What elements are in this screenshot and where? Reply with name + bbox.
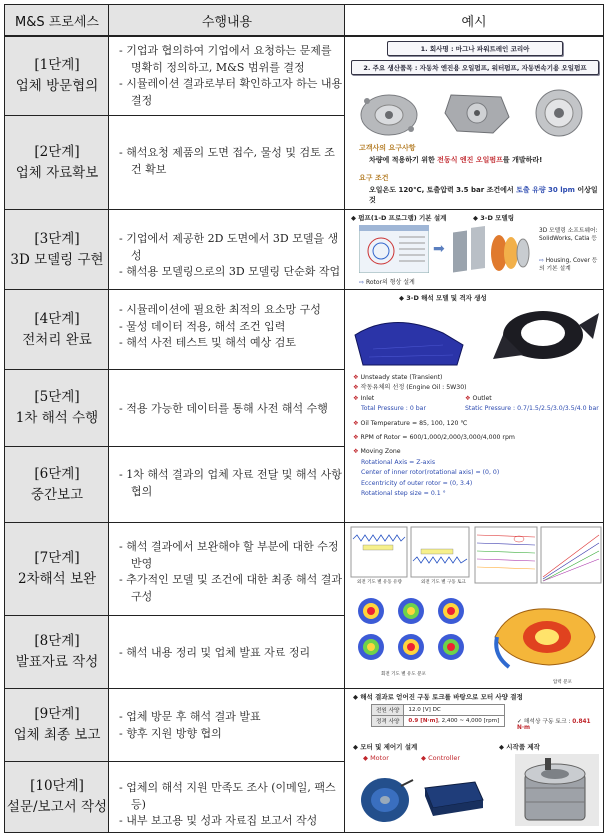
cond-moving-zone: ❖ Moving Zone bbox=[353, 448, 401, 456]
cond-axis: Rotational Axis = Z-axis bbox=[361, 458, 436, 466]
pump-design-title: ◆ 펌프(1-D 프로그램) 기본 설계 bbox=[351, 214, 447, 222]
cond-step: Rotational step size = 0.1 ° bbox=[361, 490, 446, 498]
stage-4: [4단계] 전처리 완료 bbox=[22, 310, 92, 348]
spec-rated-value: 0.9 [N·m], 2,400 ~ 4,000 [rpm] bbox=[404, 716, 505, 727]
spec-power-value: 12.0 [V] DC bbox=[404, 705, 505, 716]
contour-2 bbox=[398, 598, 424, 624]
tasks-stage-9: - 업체 방문 후 해석 결과 발표 - 향후 지원 방향 협의 bbox=[119, 710, 261, 740]
rpm-curves-chart bbox=[541, 527, 601, 583]
stage-8: [8단계] 발표자료 작성 bbox=[15, 633, 99, 670]
prototype-title: ◆ 시작품 제작 bbox=[499, 743, 540, 751]
mesh-images bbox=[353, 305, 603, 367]
requirement-title: 고객사의 요구사항 bbox=[359, 144, 416, 152]
tasks-stage-5: - 적용 가능한 데이터를 통해 사전 해석 수행 bbox=[119, 402, 328, 415]
header-example: 예시 bbox=[461, 14, 487, 30]
cond-unsteady: ❖ Unsteady state (Transient) bbox=[353, 374, 443, 381]
software-note: 3D 모델링 소프트웨어: SolidWorks, Catia 등 bbox=[539, 228, 598, 242]
mesh-title: ◆ 3-D 해석 모델 및 격자 생성 bbox=[399, 294, 487, 302]
controller-image bbox=[425, 782, 483, 816]
pressure-curves-chart bbox=[475, 527, 537, 583]
flow-label: 외전 기도 별 유동 유량 bbox=[357, 580, 402, 585]
water-pump-photo bbox=[445, 95, 509, 133]
example-conditions bbox=[353, 373, 605, 521]
oil-pump-photo-2 bbox=[536, 90, 582, 136]
stage-3: [3단계] 3D 모델링 구현 bbox=[10, 230, 104, 268]
stage-2: [2단계] 업체 자료확보 bbox=[15, 143, 99, 181]
arrow-icon: ➡ bbox=[433, 241, 445, 257]
contour-6 bbox=[438, 634, 464, 660]
tasks-stage-4: - 시뮬레이션에 필요한 최적의 요소망 구성 - 물성 데이터 적용, 해석 조건 입력 - 해석 사전 테스트 및 해석 예상 검토 bbox=[119, 303, 321, 349]
motor-spec-title: ◆ 해석 결과로 얻어진 구동 토크를 바탕으로 모터 사양 결정 bbox=[353, 693, 523, 701]
products-box: 2. 주요 생산품목 : 자동차 엔진용 오일펌프, 워터펌프, 자동변속기용 오일펌프 bbox=[351, 60, 599, 75]
tasks-stage-10: - 업체의 해석 지원 만족도 조사 (이메일, 팩스 등) - 내부 보고용 및 성과 자료집 보고서 작성 bbox=[119, 781, 336, 827]
spec-rated-key: 정격 사양 bbox=[372, 716, 404, 727]
contour-label: 회전 기도 별 유도 분포 bbox=[381, 672, 426, 677]
stage-1: [1단계] 업체 방문협의 bbox=[15, 56, 99, 94]
rotor-design-label: ⇨ Rotor의 형상 설계 bbox=[359, 279, 415, 286]
prototype-photo bbox=[515, 754, 599, 826]
motor-image bbox=[361, 778, 413, 822]
cond-rpm: ❖ RPM of Rotor = 600/1,000/2,000/3,000/4,000 rpm bbox=[353, 434, 515, 442]
contour-5 bbox=[398, 634, 424, 660]
spec-power-key: 전원 사양 bbox=[372, 705, 404, 716]
cond-fluid: ❖ 작동유체의 선정 (Engine Oil : 5W30) bbox=[353, 384, 467, 392]
client-name-box: 1. 회사명 : 마그나 파워트레인 코리아 bbox=[387, 41, 563, 56]
cond-eccentricity: Eccentricity of outer rotor = (0, 3.4) bbox=[361, 479, 473, 487]
example-results bbox=[349, 525, 601, 687]
contour-4 bbox=[358, 634, 384, 660]
example-client bbox=[349, 41, 601, 207]
stage-10: [10단계] 설문/보고서 작성 bbox=[6, 778, 108, 815]
stage-7: [7단계] 2차해석 보완 bbox=[17, 550, 97, 587]
tasks-stage-6: - 1차 해석 결과의 업체 자료 전달 및 해석 사항 협의 bbox=[119, 468, 342, 498]
cond-inlet-outlet: ❖ Inlet ❖ Outlet bbox=[353, 394, 492, 402]
exploded-model-image bbox=[449, 225, 537, 283]
pressure-label: 압력 분포 bbox=[553, 680, 572, 685]
oil-pump-photo-1 bbox=[361, 95, 417, 135]
condition-text: 오일온도 120℃, 토출압력 3.5 bar 조건에서 토출 유량 30 lpm 이상일 것 bbox=[369, 186, 598, 204]
mesh-model-blue bbox=[355, 322, 463, 365]
contour-1 bbox=[358, 598, 384, 624]
housing-note: ⇨ Housing, Cover 등의 기본 설계 bbox=[539, 258, 598, 272]
stage-6: [6단계] 중간보고 bbox=[30, 465, 84, 503]
cond-pressures: Total Pressure : 0 bar Static Pressure : 0.7/1.5/2.5/3.0/3.5/4.0 bar bbox=[361, 405, 599, 413]
torque-chart bbox=[411, 527, 469, 577]
requirement-text: 차량에 적용하기 위한 전동식 엔진 오일펌프를 개발하라! bbox=[369, 156, 543, 164]
pump-program-screenshot bbox=[359, 225, 429, 273]
contour-3 bbox=[438, 598, 464, 624]
header-tasks: 수행내용 bbox=[109, 5, 345, 35]
motor-spec-table bbox=[371, 704, 505, 727]
condition-title: 요구 조건 bbox=[359, 174, 389, 182]
torque-note: ✓ 해석상 구동 토크 : 0.841 N·m bbox=[517, 719, 591, 731]
tasks-stage-2: - 해석요청 제품의 도면 접수, 물성 및 검토 조건 확보 bbox=[119, 146, 335, 176]
process-table bbox=[4, 4, 604, 833]
pressure-distribution-image bbox=[489, 597, 601, 677]
tasks-stage-3: - 기업에서 제공한 2D 도면에서 3D 모델을 생성 - 해석용 모델링으로의 3D 모델링 단순화 작업 bbox=[119, 232, 341, 278]
mesh-model-dark bbox=[493, 311, 599, 359]
cond-center: Center of inner rotor(rotational axis) = (0, 0) bbox=[361, 469, 500, 477]
tasks-stage-1: - 기업과 협의하여 기업에서 요청하는 문제를 명확히 정의하고, M&S 범위를 결정 - 시뮬레이션 결과로부터 확인하고자 하는 내용 결정 bbox=[119, 44, 343, 107]
motor-controller-image bbox=[355, 766, 485, 828]
example-motor bbox=[349, 692, 601, 830]
tasks-stage-7: - 해석 결과에서 보완해야 할 부분에 대한 수정 반영 - 추가적인 모델 및 조건에 대한 최종 해석 결과 구성 bbox=[119, 540, 342, 603]
motor-label: ◆ Motor bbox=[363, 754, 389, 762]
pump-photos bbox=[353, 87, 599, 139]
example-modeling bbox=[349, 213, 601, 367]
result-charts bbox=[349, 525, 603, 587]
motor-design-title: ◆ 모터 및 제어기 설계 bbox=[353, 743, 418, 751]
flow-rate-chart bbox=[351, 527, 407, 577]
cond-oil-temp: ❖ Oil Temperature = 85, 100, 120 ℃ bbox=[353, 419, 468, 427]
controller-label: ◆ Controller bbox=[421, 754, 461, 762]
tasks-stage-8: - 해석 내용 정리 및 업체 발표 자료 정리 bbox=[119, 646, 311, 659]
torque-label: 외전 기도 별 구동 토크 bbox=[421, 580, 466, 585]
stage-9: [9단계] 업체 최종 보고 bbox=[13, 706, 101, 743]
stage-5: [5단계] 1차 해석 수행 bbox=[15, 389, 99, 426]
header-process: M&S 프로세스 bbox=[5, 5, 109, 35]
model-3d-title: ◆ 3-D 모델링 bbox=[473, 214, 514, 222]
pressure-contours bbox=[353, 595, 471, 669]
